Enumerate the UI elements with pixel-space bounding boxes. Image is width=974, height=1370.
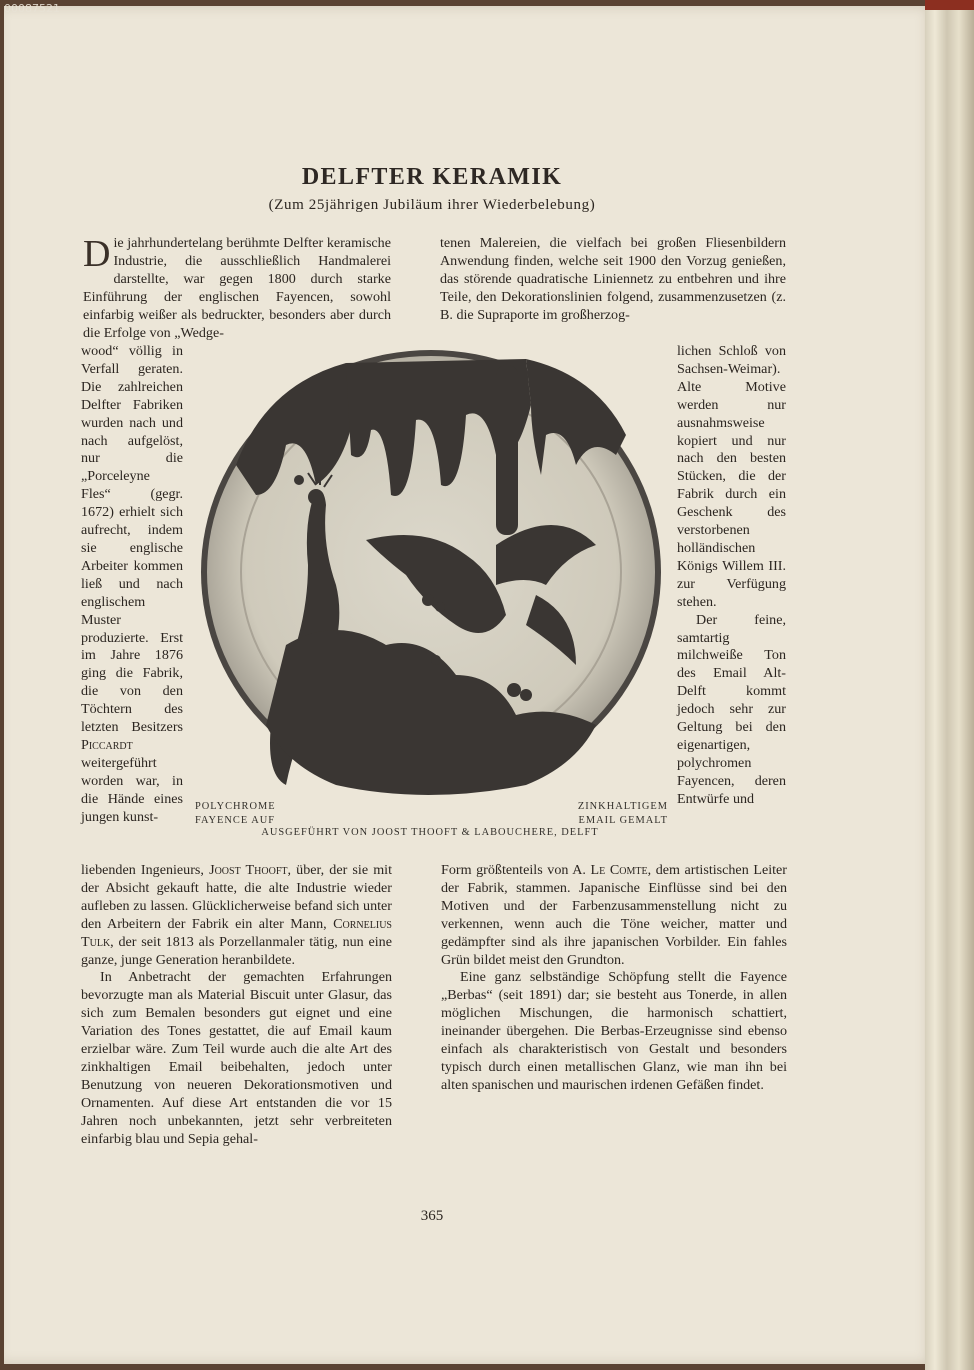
left-column-wrapped <box>81 343 183 826</box>
right-intro-text: tenen Malereien, die vielfach bei großen Fliesenbildern Anwendung finden, welche seit 1900 den Vorzug genießen, das störende quadratische Liniennetz zu entbehren und ihre Teile, den Dekorationslinien folgend, zusammenzusetzen (z. B. die Supraporte im großherzog- <box>440 235 786 323</box>
figure-caption-right: ZINKHALTIGEM EMAIL GEMALT <box>577 801 668 826</box>
right-column-wrapped <box>677 343 786 809</box>
left-lower-text-2: , über, der sie mit der Absicht gekauft hatte, die alte Industrie wieder aufleben zu lassen. Glücklicherweise befand sich unter den Arbeitern der Fabrik ein alter Mann, <box>81 862 392 932</box>
right-column-intro <box>440 235 786 325</box>
figure-caption-bottom: AUSGEFÜHRT VON JOOST THOOFT & LABOUCHERE, DELFT <box>261 827 599 838</box>
right-column-lower <box>441 862 787 1095</box>
left-lower-text-3: , der seit 1813 als Porzellanmaler tätig, nun eine ganze, junge Generation heranbildete. <box>81 933 392 968</box>
right-lower-text-2: , dem artistischen Leiter der Fabrik, stammen. Japanische Einflüsse sind bei den Motiven und der Farbenzusammenstellung nicht zu verkennen, wenn auch die Töne weicher, matter und gedämpfter sind als ihre japanischen Vorbilder. Ein fahles Grün bildet meist den Grundton. <box>441 862 787 968</box>
page-number: 365 <box>420 1208 444 1224</box>
article-subtitle: (Zum 25jährigen Jubiläum ihrer Wiederbelebung) <box>268 197 596 213</box>
figure-caption-left: POLYCHROME FAYENCE AUF <box>195 801 276 826</box>
delft-plate-image <box>196 345 666 800</box>
right-wrapped-text-1: lichen Schloß von Sachsen-Weimar). Alte Motive werden nur ausnahmsweise kopiert und nur nach den besten Stücken, die der Fabrik durch ein Geschenk des verstorbenen holländischen Königs Willem III. zur Verfügung stehen. <box>677 343 786 610</box>
left-column-intro <box>83 235 391 342</box>
name-piccardt: Piccardt <box>81 736 133 753</box>
left-wrapped-end: weitergeführt worden war, in die Hände eines jungen kunst- <box>81 754 183 825</box>
left-paragraph-2: In Anbetracht der gemachten Erfahrungen bevorzugte man als Material Biscuit unter Glasur, das sich zum Bemalen besonders gut eignet und eine Variation des Tones gestattet, die auf Email kaum erzielbar wäre. Zum Teil wurde auch die alte Art des zinkhaltigen Email beibehalten, jedoch unter Benutzung von neueren Dekorationsmotiven und Ornamenten. Auf diese Art entstanden die vor 15 Jahren noch unbekannten, jetzt sehr verbreiteten einfarbig blau und Sepia gehal- <box>81 969 392 1147</box>
right-wrapped-text-2: Der feine, samtartig milchweiße Ton des Email Alt-Delft kommt jedoch sehr zur Geltung bei den eigenartigen, polychromen Fayencen, deren Entwürfe und <box>677 611 786 807</box>
right-paragraph-2: Eine ganz selbständige Schöpfung stellt die Fayence „Berbas“ (seit 1891) dar; sie besteht aus Tonerde, in allen möglichen Mischungen, die harmonisch schattiert, ineinander übergehen. Die Berbas-Erzeugnisse sind ebenso einfach als charakteristisch von Gestalt und besonders typisch durch einen metallischen Glanz, wie man ihn bei alten spanischen und maurischen irdenen Gefäßen findet. <box>441 969 787 1093</box>
left-intro-text: ie jahrhundertelang berühmte Delfter keramische Industrie, die ausschließlich Handmalerei darstellte, war gegen 1800 durch starke Einführung der englischen Fayencen, sowohl einfarbig weißer als bedruckter, besonders aber durch die Erfolge von „Wedge- <box>83 235 391 341</box>
left-lower-text-1: liebenden Ingenieurs, <box>81 862 204 878</box>
name-cornelius-tulk: Cornelius Tulk <box>81 915 392 950</box>
scan-id: 00087521 <box>4 2 60 15</box>
name-le-comte: Le Comte <box>590 862 648 878</box>
left-wrapped-text: wood“ völlig in Verfall geraten. Die zahlreichen Delfter Fabriken wurden nach und nach aufgelöst, nur die „Porceleyne Fles“ (gegr. 1672) erhielt sich aufrecht, indem sie englische Arbeiter kommen ließ und nach englischem Muster produzierte. Erst im Jahre 1876 ging die Fabrik, die von den Töchtern des letzten Besitzers <box>81 343 183 736</box>
left-column-lower <box>81 862 392 1149</box>
drop-cap: D <box>83 233 111 275</box>
book-page-edges <box>925 10 974 1370</box>
right-lower-text-1: Form größtenteils von A. <box>441 862 586 878</box>
name-joost-thooft: Joost Thooft <box>209 862 288 878</box>
article-title: DELFTER KERAMIK <box>301 164 563 190</box>
